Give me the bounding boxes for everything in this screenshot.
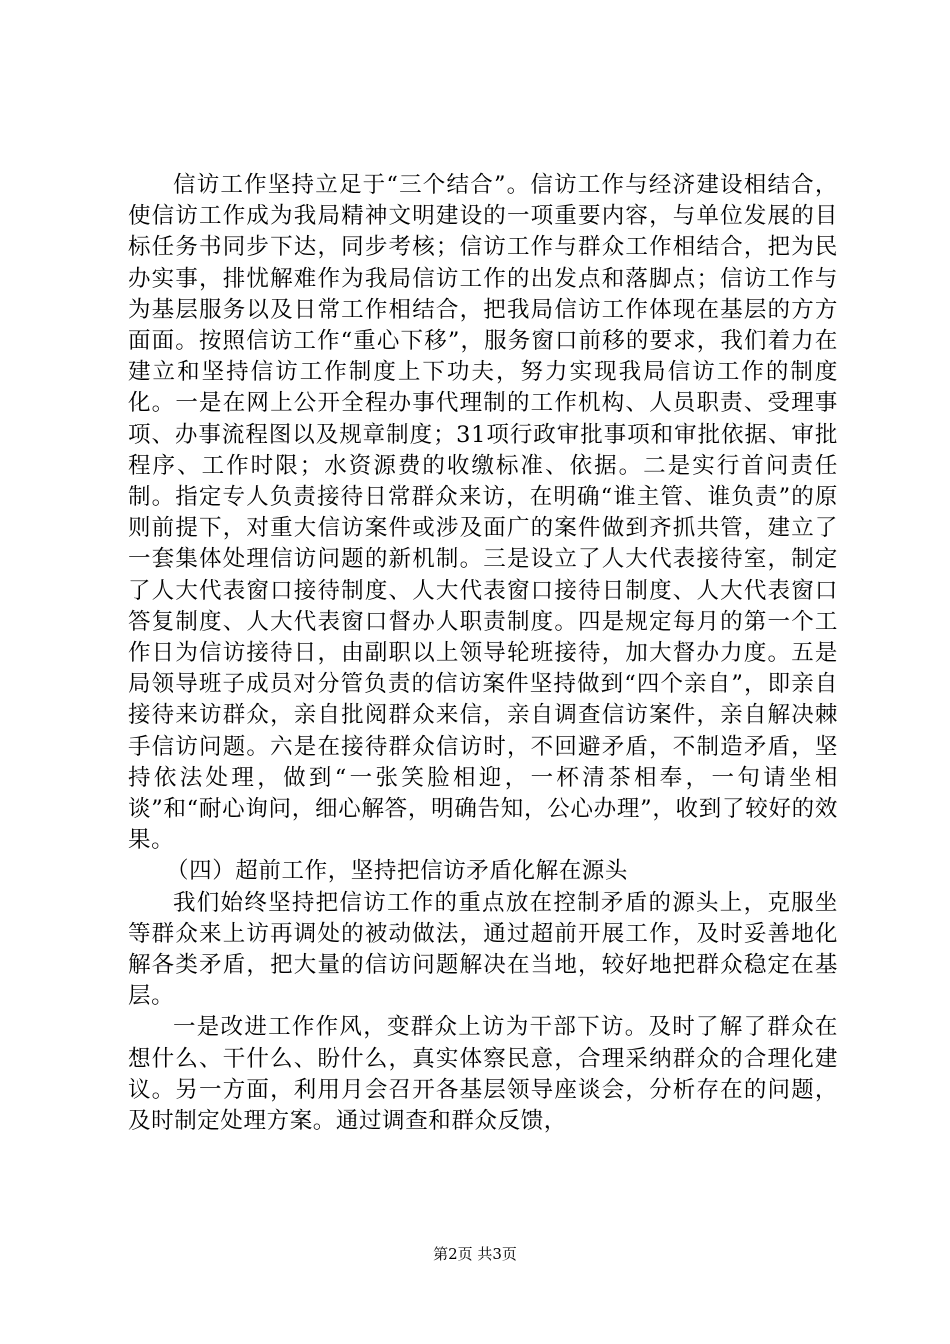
section-heading: （四）超前工作，坚持把信访矛盾化解在源头: [166, 858, 629, 885]
body-paragraph-2: 我们始终坚持把信访工作的重点放在控制矛盾的源头上，克服坐等群众来上访再调处的被动做法，通过超前开展工作，及时妥善地化解各类矛盾，把大量的信访问题解决在当地，较好地把群众稳定在基层。: [128, 889, 838, 1010]
document-body: [128, 170, 838, 1137]
body-paragraph-1: 信访工作坚持立足于“三个结合”。信访工作与经济建设相结合，使信访工作成为我局精神文明建设的一项重要内容，与单位发展的目标任务书同步下达，同步考核；信访工作与群众工作相结合，把为民办实事，排忧解难作为我局信访工作的出发点和落脚点；信访工作与为基层服务以及日常工作相结合，把我局信访工作体现在基层的方方面面。按照信访工作“重心下移”，服务窗口前移的要求，我们着力在建立和坚持信访工作制度上下功夫，努力实现我局信访工作的制度化。一是在网上公开全程办事代理制的工作机构、人员职责、受理事项、办事流程图以及规章制度；31项行政审批事项和审批依据、审批程序、工作时限；水资源费的收缴标准、依据。二是实行首问责任制。指定专人负责接待日常群众来访，在明确“谁主管、谁负责”的原则前提下，对重大信访案件或涉及面广的案件做到齐抓共管，建立了一套集体处理信访问题的新机制。三是设立了人大代表接待室，制定了人大代表窗口接待制度、人大代表窗口接待日制度、人大代表窗口答复制度、人大代表窗口督办人职责制度。四是规定每月的第一个工作日为信访接待日，由副职以上领导轮班接待，加大督办力度。五是局领导班子成员对分管负责的信访案件坚持做到“四个亲自”，即亲自接待来访群众，亲自批阅群众来信，亲自调查信访案件，亲自解决棘手信访问题。六是在接待群众信访时，不回避矛盾，不制造矛盾，坚持依法处理，做到“一张笑脸相迎，一杯清茶相奉，一句请坐相谈”和“耐心询问，细心解答，明确告知，公心办理”，收到了较好的效果。: [128, 172, 838, 854]
body-paragraph-3: 一是改进工作作风，变群众上访为干部下访。及时了解了群众在想什么、干什么、盼什么，真实体察民意，合理采纳群众的合理化建议。另一方面，利用月会召开各基层领导座谈会，分析存在的问题，及时制定处理方案。通过调查和群众反馈，: [128, 1014, 838, 1135]
page-number-footer: 第2页 共3页: [433, 1245, 517, 1263]
